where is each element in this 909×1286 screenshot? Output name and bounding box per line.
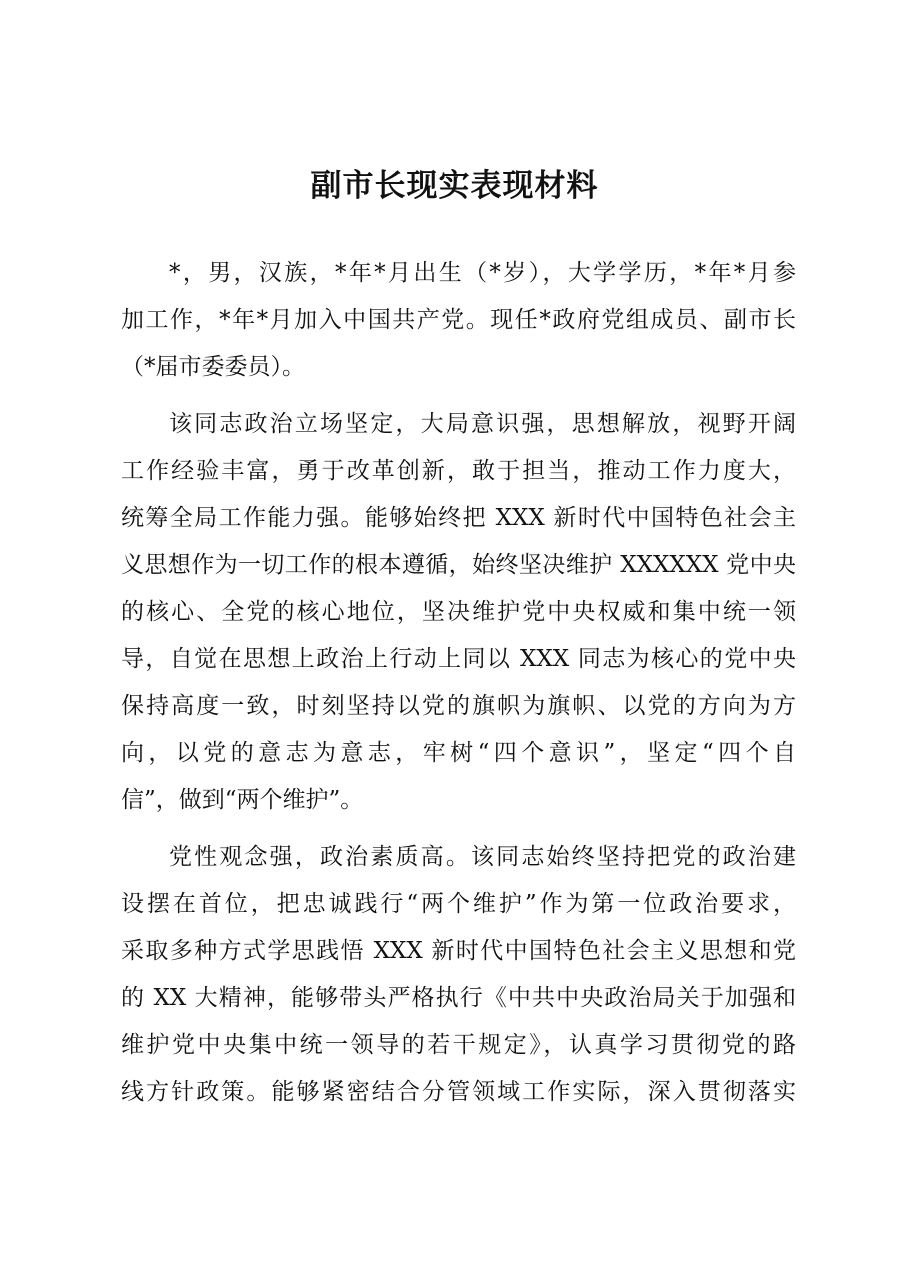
paragraph-line: 的核心、全党的核心地位，坚决维护党中央权威和集中统一领	[121, 599, 796, 625]
paragraph-party-spirit	[121, 834, 796, 1116]
paragraph-line: 该同志政治立场坚定，大局意识强，思想解放，视野开阔	[169, 411, 796, 437]
paragraph-line: 设摆在首位，把忠诚践行“两个维护”作为第一位政治要求，	[121, 891, 796, 917]
paragraph-line: 信”，做到“两个维护”。	[121, 787, 364, 813]
paragraph-line: 工作经验丰富，勇于改革创新，敢于担当，推动工作力度大，	[121, 458, 796, 484]
paragraph-line: 线方针政策。能够紧密结合分管领域工作实际，深入贯彻落实	[121, 1079, 796, 1105]
paragraph-line: （*届市委委员）。	[121, 354, 305, 380]
paragraph-line: 维护党中央集中统一领导的若干规定》，认真学习贯彻党的路	[121, 1032, 796, 1058]
paragraph-line: 导，自觉在思想上政治上行动上同以 XXX 同志为核心的党中央	[121, 646, 796, 672]
paragraph-political-stance	[121, 401, 796, 824]
document-title: 副市长现实表现材料	[310, 168, 599, 204]
paragraph-line: 的 XX 大精神，能够带头严格执行《中共中央政治局关于加强和	[121, 985, 796, 1011]
paragraph-line: 义思想作为一切工作的根本遵循，始终坚决维护 XXXXXX 党中央	[121, 552, 796, 578]
paragraph-line: *，男，汉族，*年*月出生（*岁），大学学历，*年*月参	[169, 260, 796, 286]
paragraph-personal-info	[121, 250, 796, 391]
paragraph-line: 党性观念强，政治素质高。该同志始终坚持把党的政治建	[169, 844, 796, 870]
paragraph-line: 加工作，*年*月加入中国共产党。现任*政府党组成员、副市长	[121, 307, 796, 333]
paragraph-line: 采取多种方式学思践悟 XXX 新时代中国特色社会主义思想和党	[121, 938, 796, 964]
paragraph-line: 保持高度一致，时刻坚持以党的旗帜为旗帜、以党的方向为方	[121, 693, 796, 719]
paragraph-line: 统筹全局工作能力强。能够始终把 XXX 新时代中国特色社会主	[121, 505, 796, 531]
paragraph-line: 向，以党的意志为意志，牢树“四个意识”，坚定“四个自	[121, 740, 796, 766]
document-body	[121, 250, 796, 1126]
